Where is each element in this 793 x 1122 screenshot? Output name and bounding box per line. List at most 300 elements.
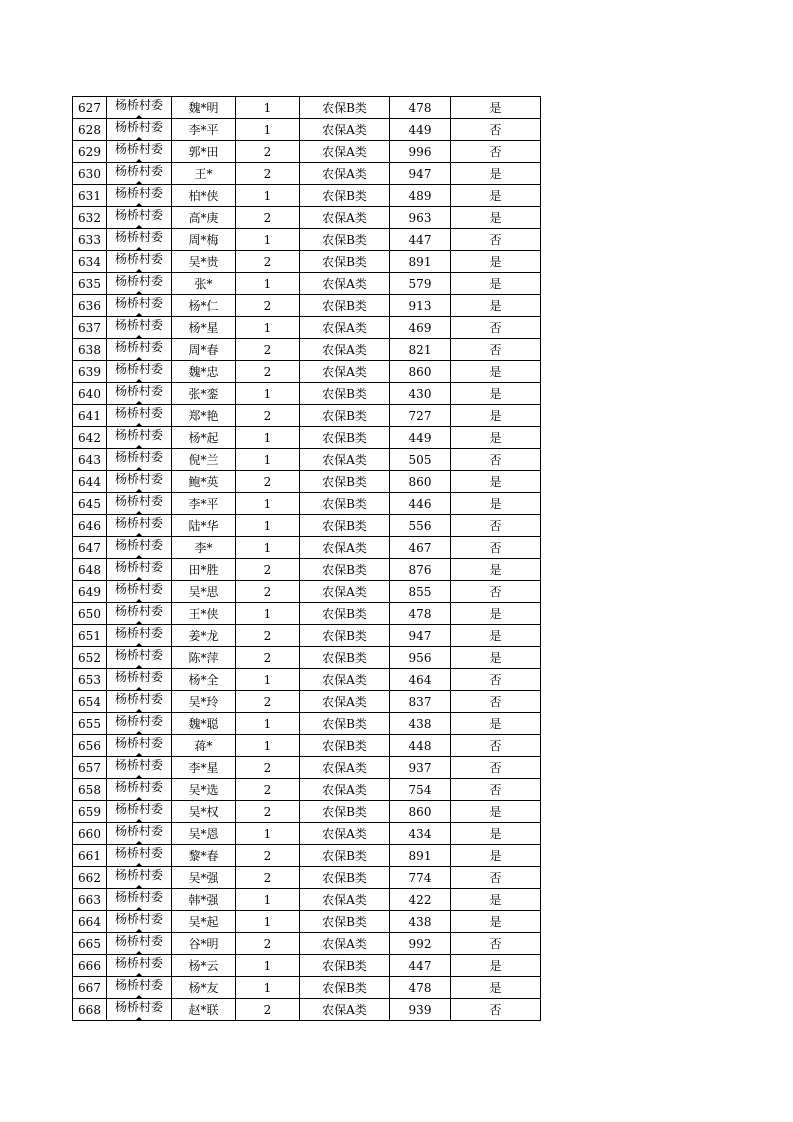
amount-cell: 478 bbox=[390, 977, 451, 999]
village-text: 杨桥村委 bbox=[114, 868, 163, 882]
flag-cell: 是 bbox=[451, 383, 541, 405]
village-text: 杨桥村委 bbox=[114, 890, 163, 904]
flag-cell: 否 bbox=[451, 141, 541, 163]
village-text: 杨桥村委 bbox=[114, 956, 163, 970]
category-cell: 农保A类 bbox=[300, 141, 390, 163]
table-row bbox=[73, 383, 541, 405]
name-cell: 王* bbox=[172, 163, 236, 185]
village-text: 杨桥村委 bbox=[114, 318, 163, 332]
count-cell: 1 bbox=[236, 977, 300, 999]
name-cell: 赵*联 bbox=[172, 999, 236, 1021]
village-text: 杨桥村委 bbox=[114, 626, 163, 640]
name-cell: 李* bbox=[172, 537, 236, 559]
village-cell bbox=[107, 141, 172, 163]
village-cell bbox=[107, 933, 172, 955]
table-row bbox=[73, 97, 541, 119]
village-cell bbox=[107, 471, 172, 493]
category-cell: 农保B类 bbox=[300, 955, 390, 977]
village-cell bbox=[107, 757, 172, 779]
category-cell: 农保A类 bbox=[300, 933, 390, 955]
row-number-cell: 643 bbox=[73, 449, 107, 471]
flag-cell: 否 bbox=[451, 779, 541, 801]
row-number-cell: 649 bbox=[73, 581, 107, 603]
table-row bbox=[73, 691, 541, 713]
row-number-cell: 656 bbox=[73, 735, 107, 757]
village-cell bbox=[107, 339, 172, 361]
category-cell: 农保B类 bbox=[300, 295, 390, 317]
village-text: 杨桥村委 bbox=[114, 428, 163, 442]
flag-cell: 是 bbox=[451, 97, 541, 119]
table-row bbox=[73, 559, 541, 581]
flag-cell: 否 bbox=[451, 691, 541, 713]
category-cell: 农保B类 bbox=[300, 405, 390, 427]
village-text: 杨桥村委 bbox=[114, 120, 163, 134]
flag-cell: 是 bbox=[451, 471, 541, 493]
count-cell: 2 bbox=[236, 867, 300, 889]
amount-cell: 438 bbox=[390, 911, 451, 933]
village-cell bbox=[107, 207, 172, 229]
count-cell: 1 bbox=[236, 383, 300, 405]
village-text: 杨桥村委 bbox=[114, 362, 163, 376]
flag-cell: 否 bbox=[451, 449, 541, 471]
count-cell: 1 bbox=[236, 735, 300, 757]
category-cell: 农保B类 bbox=[300, 647, 390, 669]
table-row bbox=[73, 955, 541, 977]
village-cell bbox=[107, 273, 172, 295]
row-number-cell: 657 bbox=[73, 757, 107, 779]
name-cell: 张*銮 bbox=[172, 383, 236, 405]
village-cell bbox=[107, 163, 172, 185]
amount-cell: 438 bbox=[390, 713, 451, 735]
row-number-cell: 652 bbox=[73, 647, 107, 669]
flag-cell: 否 bbox=[451, 757, 541, 779]
amount-cell: 939 bbox=[390, 999, 451, 1021]
table-row bbox=[73, 801, 541, 823]
count-cell: 2 bbox=[236, 559, 300, 581]
category-cell: 农保B类 bbox=[300, 383, 390, 405]
village-cell bbox=[107, 669, 172, 691]
amount-cell: 449 bbox=[390, 427, 451, 449]
row-number-cell: 638 bbox=[73, 339, 107, 361]
name-cell: 黎*春 bbox=[172, 845, 236, 867]
amount-cell: 860 bbox=[390, 471, 451, 493]
category-cell: 农保B类 bbox=[300, 185, 390, 207]
amount-cell: 579 bbox=[390, 273, 451, 295]
village-cell bbox=[107, 493, 172, 515]
name-cell: 魏*聪 bbox=[172, 713, 236, 735]
name-cell: 吴*思 bbox=[172, 581, 236, 603]
count-cell: 2 bbox=[236, 339, 300, 361]
village-cell bbox=[107, 647, 172, 669]
category-cell: 农保A类 bbox=[300, 339, 390, 361]
village-cell bbox=[107, 119, 172, 141]
row-number-cell: 650 bbox=[73, 603, 107, 625]
category-cell: 农保A类 bbox=[300, 581, 390, 603]
row-number-cell: 647 bbox=[73, 537, 107, 559]
village-cell bbox=[107, 955, 172, 977]
village-cell bbox=[107, 713, 172, 735]
amount-cell: 947 bbox=[390, 163, 451, 185]
table-row bbox=[73, 735, 541, 757]
amount-cell: 478 bbox=[390, 603, 451, 625]
count-cell: 1 bbox=[236, 229, 300, 251]
overflow-marker-icon bbox=[135, 1017, 143, 1021]
village-text: 杨桥村委 bbox=[114, 692, 163, 706]
table-row bbox=[73, 471, 541, 493]
count-cell: 2 bbox=[236, 757, 300, 779]
table-row bbox=[73, 141, 541, 163]
category-cell: 农保A类 bbox=[300, 691, 390, 713]
name-cell: 杨*星 bbox=[172, 317, 236, 339]
table-row bbox=[73, 273, 541, 295]
table-row bbox=[73, 889, 541, 911]
row-number-cell: 633 bbox=[73, 229, 107, 251]
flag-cell: 是 bbox=[451, 977, 541, 999]
category-cell: 农保A类 bbox=[300, 889, 390, 911]
village-cell bbox=[107, 515, 172, 537]
village-text: 杨桥村委 bbox=[114, 296, 163, 310]
name-cell: 吴*权 bbox=[172, 801, 236, 823]
count-cell: 2 bbox=[236, 163, 300, 185]
count-cell: 2 bbox=[236, 845, 300, 867]
table-row bbox=[73, 207, 541, 229]
village-cell bbox=[107, 779, 172, 801]
row-number-cell: 639 bbox=[73, 361, 107, 383]
name-cell: 郑*艳 bbox=[172, 405, 236, 427]
row-number-cell: 629 bbox=[73, 141, 107, 163]
name-cell: 李*平 bbox=[172, 119, 236, 141]
category-cell: 农保B类 bbox=[300, 515, 390, 537]
village-text: 杨桥村委 bbox=[114, 560, 163, 574]
category-cell: 农保B类 bbox=[300, 471, 390, 493]
table-row bbox=[73, 537, 541, 559]
category-cell: 农保B类 bbox=[300, 713, 390, 735]
name-cell: 吴*恩 bbox=[172, 823, 236, 845]
village-text: 杨桥村委 bbox=[114, 1000, 163, 1014]
category-cell: 农保B类 bbox=[300, 603, 390, 625]
category-cell: 农保A类 bbox=[300, 361, 390, 383]
village-text: 杨桥村委 bbox=[114, 758, 163, 772]
flag-cell: 是 bbox=[451, 295, 541, 317]
flag-cell: 是 bbox=[451, 273, 541, 295]
count-cell: 2 bbox=[236, 801, 300, 823]
flag-cell: 是 bbox=[451, 185, 541, 207]
village-cell bbox=[107, 97, 172, 119]
village-cell bbox=[107, 801, 172, 823]
table-row bbox=[73, 713, 541, 735]
flag-cell: 是 bbox=[451, 625, 541, 647]
count-cell: 2 bbox=[236, 361, 300, 383]
amount-cell: 937 bbox=[390, 757, 451, 779]
amount-cell: 556 bbox=[390, 515, 451, 537]
row-number-cell: 654 bbox=[73, 691, 107, 713]
category-cell: 农保A类 bbox=[300, 273, 390, 295]
name-cell: 韩*强 bbox=[172, 889, 236, 911]
village-text: 杨桥村委 bbox=[114, 736, 163, 750]
category-cell: 农保A类 bbox=[300, 207, 390, 229]
name-cell: 王*侠 bbox=[172, 603, 236, 625]
category-cell: 农保B类 bbox=[300, 867, 390, 889]
village-text: 杨桥村委 bbox=[114, 406, 163, 420]
name-cell: 李*星 bbox=[172, 757, 236, 779]
row-number-cell: 627 bbox=[73, 97, 107, 119]
name-cell: 蒋* bbox=[172, 735, 236, 757]
category-cell: 农保A类 bbox=[300, 537, 390, 559]
row-number-cell: 665 bbox=[73, 933, 107, 955]
name-cell: 吴*强 bbox=[172, 867, 236, 889]
table-body bbox=[73, 97, 541, 1021]
amount-cell: 505 bbox=[390, 449, 451, 471]
amount-cell: 996 bbox=[390, 141, 451, 163]
amount-cell: 774 bbox=[390, 867, 451, 889]
name-cell: 李*平 bbox=[172, 493, 236, 515]
row-number-cell: 646 bbox=[73, 515, 107, 537]
table-row bbox=[73, 339, 541, 361]
flag-cell: 否 bbox=[451, 581, 541, 603]
table-row bbox=[73, 185, 541, 207]
category-cell: 农保A类 bbox=[300, 779, 390, 801]
table-row bbox=[73, 647, 541, 669]
amount-cell: 876 bbox=[390, 559, 451, 581]
count-cell: 2 bbox=[236, 405, 300, 427]
category-cell: 农保B类 bbox=[300, 427, 390, 449]
table-row bbox=[73, 823, 541, 845]
row-number-cell: 659 bbox=[73, 801, 107, 823]
table-row bbox=[73, 999, 541, 1021]
village-cell bbox=[107, 735, 172, 757]
name-cell: 郭*田 bbox=[172, 141, 236, 163]
village-cell bbox=[107, 845, 172, 867]
count-cell: 2 bbox=[236, 625, 300, 647]
count-cell: 1 bbox=[236, 515, 300, 537]
amount-cell: 891 bbox=[390, 251, 451, 273]
flag-cell: 否 bbox=[451, 867, 541, 889]
flag-cell: 否 bbox=[451, 999, 541, 1021]
count-cell: 1 bbox=[236, 317, 300, 339]
flag-cell: 是 bbox=[451, 713, 541, 735]
flag-cell: 否 bbox=[451, 735, 541, 757]
village-text: 杨桥村委 bbox=[114, 252, 163, 266]
village-text: 杨桥村委 bbox=[114, 846, 163, 860]
category-cell: 农保A类 bbox=[300, 163, 390, 185]
flag-cell: 是 bbox=[451, 207, 541, 229]
table-row bbox=[73, 119, 541, 141]
table-row bbox=[73, 427, 541, 449]
name-cell: 柏*侠 bbox=[172, 185, 236, 207]
row-number-cell: 644 bbox=[73, 471, 107, 493]
flag-cell: 否 bbox=[451, 515, 541, 537]
amount-cell: 947 bbox=[390, 625, 451, 647]
row-number-cell: 664 bbox=[73, 911, 107, 933]
flag-cell: 是 bbox=[451, 427, 541, 449]
count-cell: 1 bbox=[236, 427, 300, 449]
village-text: 杨桥村委 bbox=[114, 98, 163, 112]
amount-cell: 956 bbox=[390, 647, 451, 669]
amount-cell: 422 bbox=[390, 889, 451, 911]
row-number-cell: 645 bbox=[73, 493, 107, 515]
row-number-cell: 641 bbox=[73, 405, 107, 427]
village-text: 杨桥村委 bbox=[114, 802, 163, 816]
amount-cell: 913 bbox=[390, 295, 451, 317]
count-cell: 1 bbox=[236, 669, 300, 691]
name-cell: 陈*萍 bbox=[172, 647, 236, 669]
amount-cell: 434 bbox=[390, 823, 451, 845]
name-cell: 吴*玲 bbox=[172, 691, 236, 713]
row-number-cell: 655 bbox=[73, 713, 107, 735]
flag-cell: 是 bbox=[451, 911, 541, 933]
count-cell: 1 bbox=[236, 911, 300, 933]
count-cell: 2 bbox=[236, 251, 300, 273]
count-cell: 2 bbox=[236, 647, 300, 669]
village-text: 杨桥村委 bbox=[114, 670, 163, 684]
name-cell: 周*春 bbox=[172, 339, 236, 361]
amount-cell: 992 bbox=[390, 933, 451, 955]
category-cell: 农保B类 bbox=[300, 735, 390, 757]
amount-cell: 446 bbox=[390, 493, 451, 515]
flag-cell: 是 bbox=[451, 647, 541, 669]
flag-cell: 是 bbox=[451, 801, 541, 823]
row-number-cell: 635 bbox=[73, 273, 107, 295]
village-cell bbox=[107, 559, 172, 581]
village-cell bbox=[107, 449, 172, 471]
village-cell bbox=[107, 691, 172, 713]
category-cell: 农保A类 bbox=[300, 823, 390, 845]
name-cell: 吴*起 bbox=[172, 911, 236, 933]
count-cell: 2 bbox=[236, 691, 300, 713]
village-text: 杨桥村委 bbox=[114, 934, 163, 948]
category-cell: 农保B类 bbox=[300, 559, 390, 581]
table-row bbox=[73, 493, 541, 515]
row-number-cell: 631 bbox=[73, 185, 107, 207]
village-cell bbox=[107, 185, 172, 207]
name-cell: 张* bbox=[172, 273, 236, 295]
village-cell bbox=[107, 427, 172, 449]
table-row bbox=[73, 581, 541, 603]
village-text: 杨桥村委 bbox=[114, 516, 163, 530]
category-cell: 农保A类 bbox=[300, 119, 390, 141]
flag-cell: 是 bbox=[451, 405, 541, 427]
name-cell: 吴*选 bbox=[172, 779, 236, 801]
category-cell: 农保A类 bbox=[300, 669, 390, 691]
table-row bbox=[73, 779, 541, 801]
table-row bbox=[73, 317, 541, 339]
flag-cell: 否 bbox=[451, 669, 541, 691]
count-cell: 1 bbox=[236, 449, 300, 471]
table-row bbox=[73, 515, 541, 537]
flag-cell: 是 bbox=[451, 889, 541, 911]
table-row bbox=[73, 449, 541, 471]
village-cell bbox=[107, 889, 172, 911]
village-cell bbox=[107, 295, 172, 317]
row-number-cell: 634 bbox=[73, 251, 107, 273]
village-text: 杨桥村委 bbox=[114, 274, 163, 288]
village-text: 杨桥村委 bbox=[114, 582, 163, 596]
name-cell: 陆*华 bbox=[172, 515, 236, 537]
table-row bbox=[73, 295, 541, 317]
table-row bbox=[73, 845, 541, 867]
name-cell: 倪*兰 bbox=[172, 449, 236, 471]
amount-cell: 727 bbox=[390, 405, 451, 427]
village-cell bbox=[107, 823, 172, 845]
table-row bbox=[73, 669, 541, 691]
table-row bbox=[73, 361, 541, 383]
flag-cell: 是 bbox=[451, 823, 541, 845]
flag-cell: 是 bbox=[451, 493, 541, 515]
row-number-cell: 663 bbox=[73, 889, 107, 911]
amount-cell: 447 bbox=[390, 229, 451, 251]
category-cell: 农保B类 bbox=[300, 229, 390, 251]
count-cell: 1 bbox=[236, 97, 300, 119]
table-row bbox=[73, 229, 541, 251]
village-cell bbox=[107, 251, 172, 273]
village-cell bbox=[107, 625, 172, 647]
category-cell: 农保B类 bbox=[300, 493, 390, 515]
amount-cell: 860 bbox=[390, 801, 451, 823]
category-cell: 农保B类 bbox=[300, 845, 390, 867]
amount-cell: 860 bbox=[390, 361, 451, 383]
village-text: 杨桥村委 bbox=[114, 164, 163, 178]
category-cell: 农保B类 bbox=[300, 251, 390, 273]
village-text: 杨桥村委 bbox=[114, 340, 163, 354]
category-cell: 农保B类 bbox=[300, 625, 390, 647]
village-text: 杨桥村委 bbox=[114, 472, 163, 486]
flag-cell: 否 bbox=[451, 317, 541, 339]
count-cell: 2 bbox=[236, 933, 300, 955]
row-number-cell: 628 bbox=[73, 119, 107, 141]
village-text: 杨桥村委 bbox=[114, 824, 163, 838]
flag-cell: 是 bbox=[451, 361, 541, 383]
amount-cell: 754 bbox=[390, 779, 451, 801]
row-number-cell: 662 bbox=[73, 867, 107, 889]
flag-cell: 是 bbox=[451, 251, 541, 273]
flag-cell: 是 bbox=[451, 603, 541, 625]
row-number-cell: 640 bbox=[73, 383, 107, 405]
amount-cell: 464 bbox=[390, 669, 451, 691]
flag-cell: 是 bbox=[451, 559, 541, 581]
village-cell bbox=[107, 229, 172, 251]
amount-cell: 447 bbox=[390, 955, 451, 977]
table-row bbox=[73, 163, 541, 185]
count-cell: 1 bbox=[236, 889, 300, 911]
village-text: 杨桥村委 bbox=[114, 494, 163, 508]
table-row bbox=[73, 911, 541, 933]
count-cell: 2 bbox=[236, 999, 300, 1021]
count-cell: 2 bbox=[236, 141, 300, 163]
name-cell: 杨*起 bbox=[172, 427, 236, 449]
count-cell: 1 bbox=[236, 537, 300, 559]
village-text: 杨桥村委 bbox=[114, 714, 163, 728]
category-cell: 农保A类 bbox=[300, 317, 390, 339]
flag-cell: 是 bbox=[451, 845, 541, 867]
amount-cell: 449 bbox=[390, 119, 451, 141]
name-cell: 杨*友 bbox=[172, 977, 236, 999]
table-row bbox=[73, 405, 541, 427]
table-row bbox=[73, 977, 541, 999]
count-cell: 1 bbox=[236, 273, 300, 295]
count-cell: 1 bbox=[236, 713, 300, 735]
village-text: 杨桥村委 bbox=[114, 978, 163, 992]
count-cell: 2 bbox=[236, 581, 300, 603]
name-cell: 吴*贵 bbox=[172, 251, 236, 273]
amount-cell: 821 bbox=[390, 339, 451, 361]
flag-cell: 是 bbox=[451, 163, 541, 185]
amount-cell: 489 bbox=[390, 185, 451, 207]
village-text: 杨桥村委 bbox=[114, 384, 163, 398]
flag-cell: 否 bbox=[451, 339, 541, 361]
row-number-cell: 666 bbox=[73, 955, 107, 977]
row-number-cell: 636 bbox=[73, 295, 107, 317]
count-cell: 2 bbox=[236, 295, 300, 317]
